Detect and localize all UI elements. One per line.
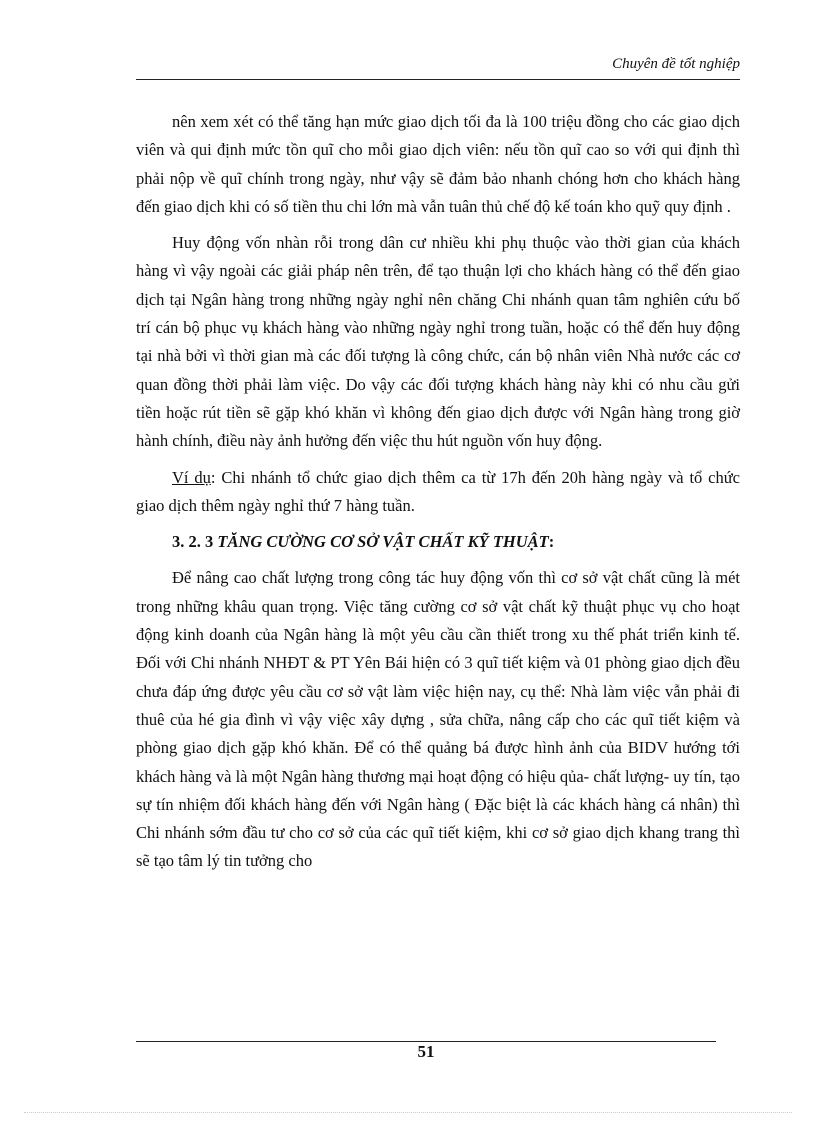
page-number: 51 xyxy=(417,1042,435,1061)
example-text: : Chi nhánh tổ chức giao dịch thêm ca từ 17h đến 20h hàng ngày và tổ chức giao dịch thêm ngày nghỉ thứ 7 hàng tuần. xyxy=(136,467,741,515)
paragraph-continuation: nên xem xét có thể tăng hạn mức giao dịch tối đa là 100 triệu đồng cho các giao dịch viên và qui định mức tồn quĩ cho mỗi giao dịch viên: nếu tồn quĩ cao so với qui định thì phải nộp về quĩ chính trong ngày, như vậy sẽ đảm bảo nhanh chóng hơn cho khách hàng đến giao dịch khi có số tiền thu chi lớn mà vẫn tuân thủ chế độ kế toán kho quỹ quy định . xyxy=(136,112,740,216)
section-heading xyxy=(136,528,740,556)
header-divider xyxy=(136,79,740,80)
paragraph-example xyxy=(136,464,740,521)
paragraph-capital-mobilization: Huy động vốn nhàn rỗi trong dân cư nhiều khi phụ thuộc vào thời gian của khách hàng vì vậy ngoài các giải pháp nên trên, để tạo thuận lợi cho khách hàng có thể đến giao dịch tại Ngân hàng trong những ngày nghỉ nên chăng Chi nhánh quan tâm nghiên cứu bố trí cán bộ phục vụ khách hàng vào những ngày nghỉ trong tuần, hoặc có thể đến huy động tại nhà bởi vì thời gian mà các đối tượng là công chức, cán bộ nhân viên Nhà nước các cơ quan đồng thời phải làm việc. Do vậy các đối tượng khách hàng này khi có nhu cầu gửi tiền hoặc rút tiền sẽ gặp khó khăn vì không đến giao dịch được với Ngân hàng trong giờ hành chính, điều này ảnh hưởng đến việc thu hút nguồn vốn huy động. xyxy=(136,233,740,451)
header-title: Chuyên đề tốt nghiệp xyxy=(612,56,740,72)
page-header xyxy=(136,56,740,78)
body-text xyxy=(136,108,740,884)
example-label: Ví dụ xyxy=(172,467,211,487)
section-number: 3. 2. 3 xyxy=(172,532,214,552)
paragraph-infrastructure: Để nâng cao chất lượng trong công tác huy động vốn thì cơ sở vật chất cũng là mét trong những khâu quan trọng. Việc tăng cường cơ sở vật chất kỹ thuật phục vụ cho hoạt động kinh doanh của Ngân hàng là một yêu cầu cần thiết trong xu thế phát triển kinh tế. Đối với Chi nhánh NHĐT & PT Yên Bái hiện có 3 quĩ tiết kiệm và 01 phòng giao dịch đều chưa đáp ứng được yêu cầu cơ sở vật làm việc hiện nay, cụ thể: Nhà làm việc vẫn phải đi thuê của hé gia đình vì vậy việc xây dựng , sửa chữa, nâng cấp cho các quĩ tiết kiệm và phòng giao dịch gặp khó khăn. Để có thể quảng bá được hình ảnh của BIDV hướng tới khách hàng và là một Ngân hàng thương mại hoạt động có hiệu qủa- chất lượng- uy tín, tạo sự tín nhiệm đối khách hàng đến với Ngân hàng ( Đặc biệt là các khách hàng cá nhân) thì Chi nhánh sớm đầu tư cho cơ sở của các quĩ tiết kiệm, khi cơ sở giao dịch khang trang thì sẽ tạo tâm lý tin tưởng cho xyxy=(136,568,740,871)
section-title: TĂNG CƯỜNG CƠ SỞ VẬT CHẤT KỸ THUẬT xyxy=(217,532,549,552)
section-suffix: : xyxy=(548,532,555,552)
page-bottom-border xyxy=(24,1112,792,1113)
